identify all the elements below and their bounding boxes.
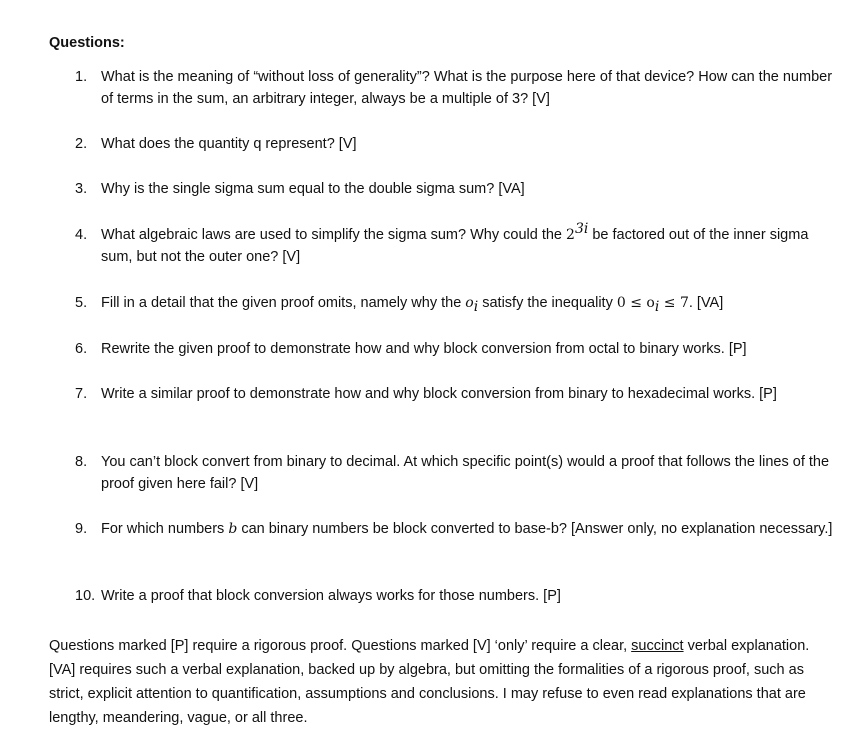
question-text <box>101 518 835 540</box>
question-number: 6. <box>75 341 88 357</box>
math-power-exponent: 3i <box>574 221 589 238</box>
question-text-part: be factored out of the inner sigma sum, but not the outer one? [V] <box>101 227 809 265</box>
question-number: 7. <box>75 386 88 402</box>
question-7 <box>75 383 835 405</box>
question-text: Rewrite the given proof to demonstrate how and why block conversion from octal to binary works. [P] <box>101 341 747 357</box>
question-1 <box>75 66 835 110</box>
math-inequality: 0 ≤ o <box>616 295 655 311</box>
question-number: 1. <box>75 69 88 85</box>
question-text-part: satisfy the inequality <box>478 295 617 311</box>
question-number: 9. <box>75 521 88 537</box>
question-text-part: Fill in a detail that the given proof omits, namely why the <box>101 295 466 311</box>
question-text: You can’t block convert from binary to decimal. At which specific point(s) would a proof that follows the lines of the proof given here fail? [V] <box>101 454 830 492</box>
question-text: Why is the single sigma sum equal to the double sigma sum? [VA] <box>101 181 525 197</box>
grading-note <box>49 634 829 730</box>
note-underlined-word: succinct <box>631 638 684 654</box>
question-number: 3. <box>75 181 88 197</box>
question-6 <box>75 338 835 360</box>
math-power-base: 2 <box>566 227 575 243</box>
question-text-part: For which numbers <box>101 521 229 537</box>
question-2 <box>75 133 835 155</box>
questions-heading: Questions: <box>49 35 125 51</box>
question-8 <box>75 451 835 495</box>
question-4 <box>75 221 835 268</box>
question-text: What is the meaning of “without loss of generality”? What is the purpose here of that device? How can the number of terms in the sum, an arbitrary integer, always be a multiple of 3? [V] <box>101 69 833 107</box>
math-variable: b <box>228 521 238 537</box>
question-text-part: can binary numbers be block converted to base-b? [Answer only, no explanation necessary.] <box>237 521 833 537</box>
question-5 <box>75 292 835 314</box>
question-text <box>101 221 835 268</box>
question-text-part: . [VA] <box>688 295 724 311</box>
question-number: 5. <box>75 295 88 311</box>
math-subscript: i <box>654 298 660 315</box>
question-text: Write a similar proof to demonstrate how and why block conversion from binary to hexadecimal works. [P] <box>101 386 777 402</box>
question-9 <box>75 518 835 540</box>
math-inequality-tail: ≤ 7 <box>659 295 689 311</box>
question-text: What does the quantity q represent? [V] <box>101 136 357 152</box>
question-number: 8. <box>75 454 88 470</box>
question-number: 10. <box>75 588 96 604</box>
question-text <box>101 292 835 314</box>
math-subscript: i <box>473 298 479 315</box>
question-text-part: What algebraic laws are used to simplify the sigma sum? Why could the <box>101 227 567 243</box>
question-3 <box>75 178 835 200</box>
question-text: Write a proof that block conversion always works for those numbers. [P] <box>101 588 561 604</box>
math-variable: o <box>465 295 474 311</box>
note-text-part: verbal explanation. [VA] requires such a verbal explanation, backed up by algebra, but omitting the formalities of a rigorous proof, such as strict, explicit attention to quantification, assumptions and conclusions. I may refuse to even read explanations that are lengthy, meandering, vague, or all three. <box>49 638 810 726</box>
note-text-part: Questions marked [P] require a rigorous proof. Questions marked [V] ‘only’ require a clear, <box>49 638 632 654</box>
question-10 <box>75 585 835 607</box>
question-number: 4. <box>75 227 88 243</box>
question-number: 2. <box>75 136 88 152</box>
